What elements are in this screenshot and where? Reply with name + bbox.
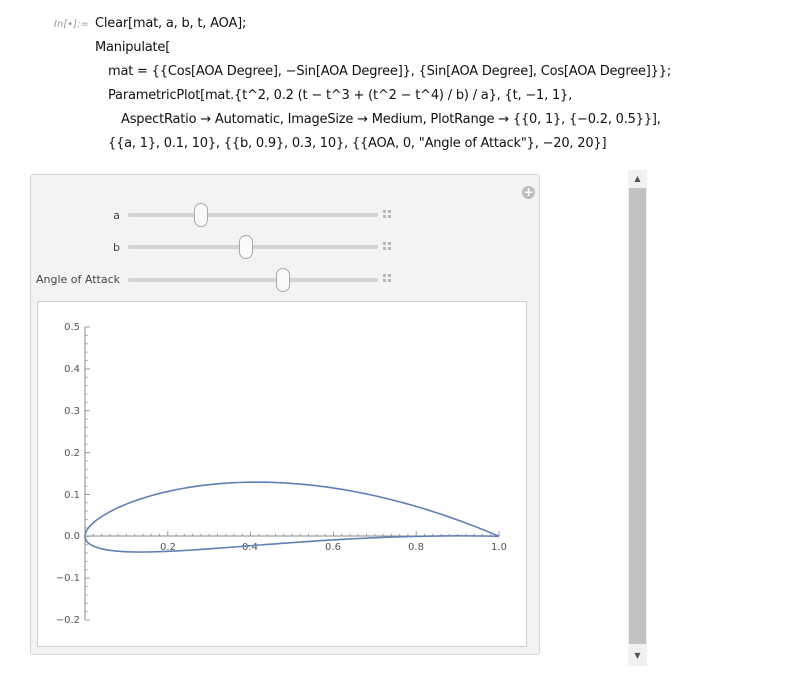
slider-a-track[interactable]: [128, 213, 378, 217]
plot-frame: [37, 301, 527, 647]
vertical-scrollbar[interactable]: [628, 170, 647, 666]
y-tick-label: 0.0: [64, 531, 80, 542]
y-tick-label: 0.5: [64, 322, 80, 333]
x-tick-label: 0.2: [160, 542, 176, 553]
slider-b-thumb[interactable]: [239, 235, 253, 259]
x-tick-label: 0.8: [408, 542, 424, 553]
airfoil-curve: [85, 482, 499, 552]
expand-aoa-icon[interactable]: [383, 274, 392, 283]
plus-icon[interactable]: +: [523, 185, 534, 199]
expand-a-icon[interactable]: [383, 210, 392, 219]
x-tick-label: 0.4: [242, 542, 258, 553]
scrollbar-thumb[interactable]: [629, 188, 646, 644]
parametric-plot: [38, 302, 526, 646]
expand-b-icon[interactable]: [383, 242, 392, 251]
slider-aoa-thumb[interactable]: [276, 268, 290, 292]
control-b-label: b: [113, 241, 120, 254]
code-line-manipulate[interactable]: Manipulate[: [95, 40, 171, 55]
x-tick-label: 0.6: [325, 542, 341, 553]
slider-b-track[interactable]: [128, 245, 378, 249]
input-label: In[•]:=: [54, 19, 89, 30]
y-tick-label: 0.1: [64, 490, 80, 501]
triangle-down-icon[interactable]: ▼: [634, 651, 641, 660]
code-line-mat[interactable]: mat = {{Cos[AOA Degree], −Sin[AOA Degree]}, {Sin[AOA Degree], Cos[AOA Degree]}};: [108, 64, 672, 79]
y-tick-label: 0.4: [64, 364, 80, 375]
triangle-up-icon[interactable]: ▲: [634, 174, 641, 183]
y-tick-label: −0.2: [55, 615, 80, 626]
code-line-options[interactable]: AspectRatio → Automatic, ImageSize → Medium, PlotRange → {{0, 1}, {−0.2, 0.5}}],: [121, 112, 661, 127]
x-tick-label: 1.0: [491, 542, 507, 553]
y-tick-label: 0.2: [64, 448, 80, 459]
y-axis: [56, 322, 90, 626]
control-aoa-label: Angle of Attack: [35, 273, 120, 286]
code-line-controls[interactable]: {{a, 1}, 0.1, 10}, {{b, 0.9}, 0.3, 10}, {{AOA, 0, "Angle of Attack"}, −20, 20}]: [108, 136, 607, 151]
slider-aoa-track[interactable]: [128, 278, 378, 282]
slider-a-thumb[interactable]: [194, 203, 208, 227]
code-line-clear[interactable]: Clear[mat, a, b, t, AOA];: [95, 16, 247, 31]
y-tick-label: −0.1: [55, 573, 80, 584]
y-tick-label: 0.3: [64, 406, 80, 417]
control-a-label: a: [113, 209, 120, 222]
code-line-parametricplot[interactable]: ParametricPlot[mat.{t^2, 0.2 (t − t^3 + (t^2 − t^4) / b) / a}, {t, −1, 1},: [108, 88, 573, 103]
